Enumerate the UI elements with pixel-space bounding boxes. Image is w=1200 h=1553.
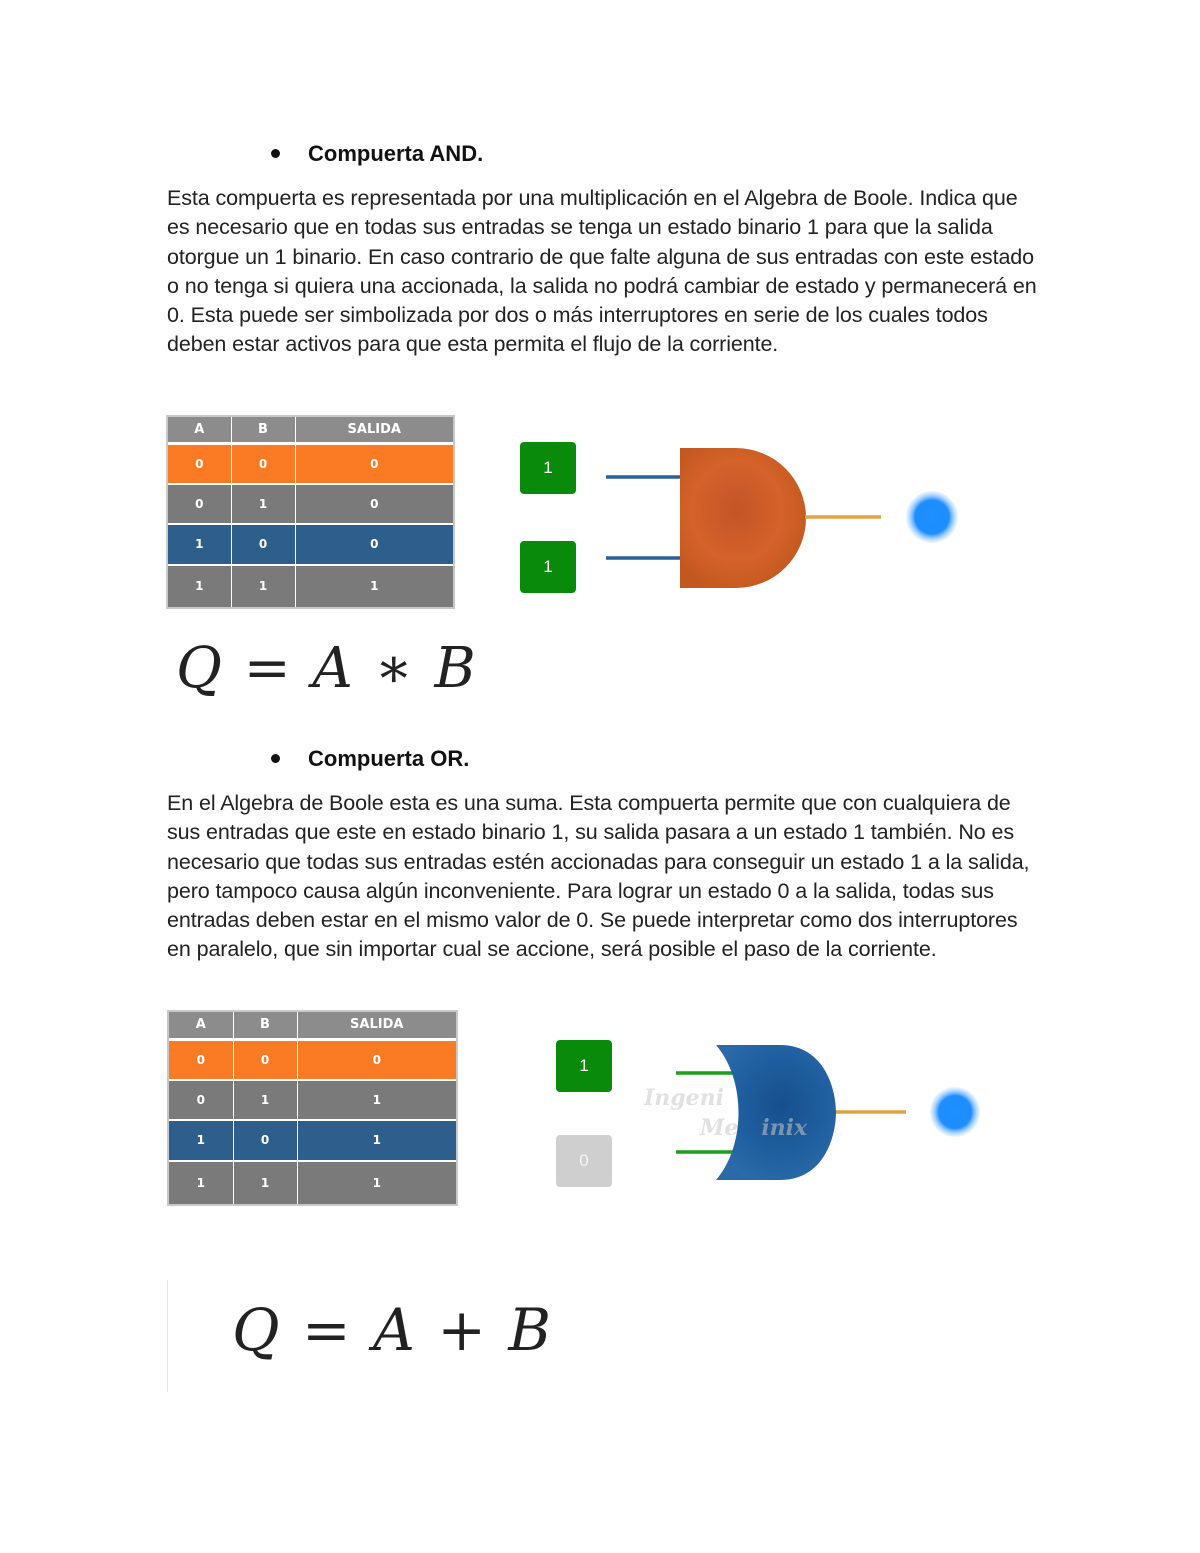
header-a: A xyxy=(168,417,231,443)
cell-b: 1 xyxy=(231,484,295,524)
cell-a: 1 xyxy=(168,524,231,564)
or-gate-diagram xyxy=(640,1035,1000,1195)
watermark-line-2: Me inix xyxy=(700,1115,808,1141)
and-paragraph: Esta compuerta es representada por una multiplicación en el Algebra de Boole. Indica que es necesario que en todas sus entradas se tenga un estado binario 1 para que la salida otorgue un 1 binario. En caso contrario de que falte alguna de sus entradas con este estado o no tenga si quiera una accionada, la salida no podrá cambiar de estado y permanecerá en 0. Esta puede ser simbolizada por dos o más interruptores en serie de los cuales todos deben estar activos para que esta permita el flujo de la corriente. xyxy=(167,186,1037,357)
or-truth-table xyxy=(169,1012,456,1204)
header-b: B xyxy=(233,1012,297,1039)
or-input-b-toggle[interactable]: 0 xyxy=(556,1135,612,1187)
or-output-led-icon xyxy=(930,1087,980,1137)
header-salida: SALIDA xyxy=(295,417,453,443)
and-formula: Q = A ∗ B xyxy=(176,636,478,701)
table-row xyxy=(168,524,453,564)
cell-b: 0 xyxy=(233,1120,297,1160)
cell-b: 1 xyxy=(231,565,295,607)
and-gate-icon xyxy=(680,448,806,588)
cell-a: 0 xyxy=(168,484,231,524)
cell-salida: 0 xyxy=(295,484,453,524)
table-row xyxy=(168,565,453,607)
cell-salida: 1 xyxy=(297,1161,456,1205)
header-salida: SALIDA xyxy=(297,1012,456,1039)
or-formula: Q = A + B xyxy=(232,1296,553,1364)
cell-b: 0 xyxy=(231,443,295,483)
cell-a: 1 xyxy=(168,565,231,607)
and-gate-diagram xyxy=(600,440,980,600)
or-input-a-toggle[interactable]: 1 xyxy=(556,1040,612,1092)
cell-salida: 0 xyxy=(297,1039,456,1079)
table-row xyxy=(169,1120,456,1160)
cell-salida: 1 xyxy=(297,1080,456,1120)
and-heading: Compuerta AND. xyxy=(308,141,484,166)
cell-a: 1 xyxy=(169,1120,233,1160)
and-input-b-toggle[interactable]: 1 xyxy=(520,541,576,593)
table-row xyxy=(169,1161,456,1205)
watermark-line-1: Ingeni xyxy=(644,1085,725,1111)
header-b: B xyxy=(231,417,295,443)
header-a: A xyxy=(169,1012,233,1039)
cell-a: 0 xyxy=(168,443,231,483)
cell-a: 1 xyxy=(169,1161,233,1205)
cell-salida: 0 xyxy=(295,524,453,564)
table-row xyxy=(168,443,453,483)
cell-salida: 1 xyxy=(297,1120,456,1160)
or-paragraph: En el Algebra de Boole esta es una suma. Esta compuerta permite que con cualquiera de sus entradas que este en estado binario 1, su salida pasara a un estado 1 también. No es necesario que todas sus entradas estén accionadas para conseguir un estado 1 a la salida, pero tampoco causa algún inconveniente. Para lograr un estado 0 a la salida, todas sus entradas deben estar en el mismo valor de 0. Se puede interpretar como dos interruptores en paralelo, que sin importar cual se accione, será posible el paso de la corriente. xyxy=(167,791,1030,962)
table-row xyxy=(169,1080,456,1120)
cell-salida: 0 xyxy=(295,443,453,483)
bullet-icon xyxy=(271,754,280,763)
and-truth-table xyxy=(168,417,453,607)
cell-a: 0 xyxy=(169,1080,233,1120)
cell-salida: 1 xyxy=(295,565,453,607)
table-row xyxy=(168,484,453,524)
or-gate-icon xyxy=(716,1045,836,1180)
bullet-icon xyxy=(271,149,280,158)
and-output-led-icon xyxy=(906,491,958,543)
cell-b: 0 xyxy=(231,524,295,564)
and-input-a-toggle[interactable]: 1 xyxy=(520,442,576,494)
cell-b: 1 xyxy=(233,1161,297,1205)
cell-b: 0 xyxy=(233,1039,297,1079)
divider xyxy=(167,1280,168,1392)
table-row xyxy=(169,1039,456,1079)
or-heading: Compuerta OR. xyxy=(308,746,470,771)
cell-b: 1 xyxy=(233,1080,297,1120)
cell-a: 0 xyxy=(169,1039,233,1079)
